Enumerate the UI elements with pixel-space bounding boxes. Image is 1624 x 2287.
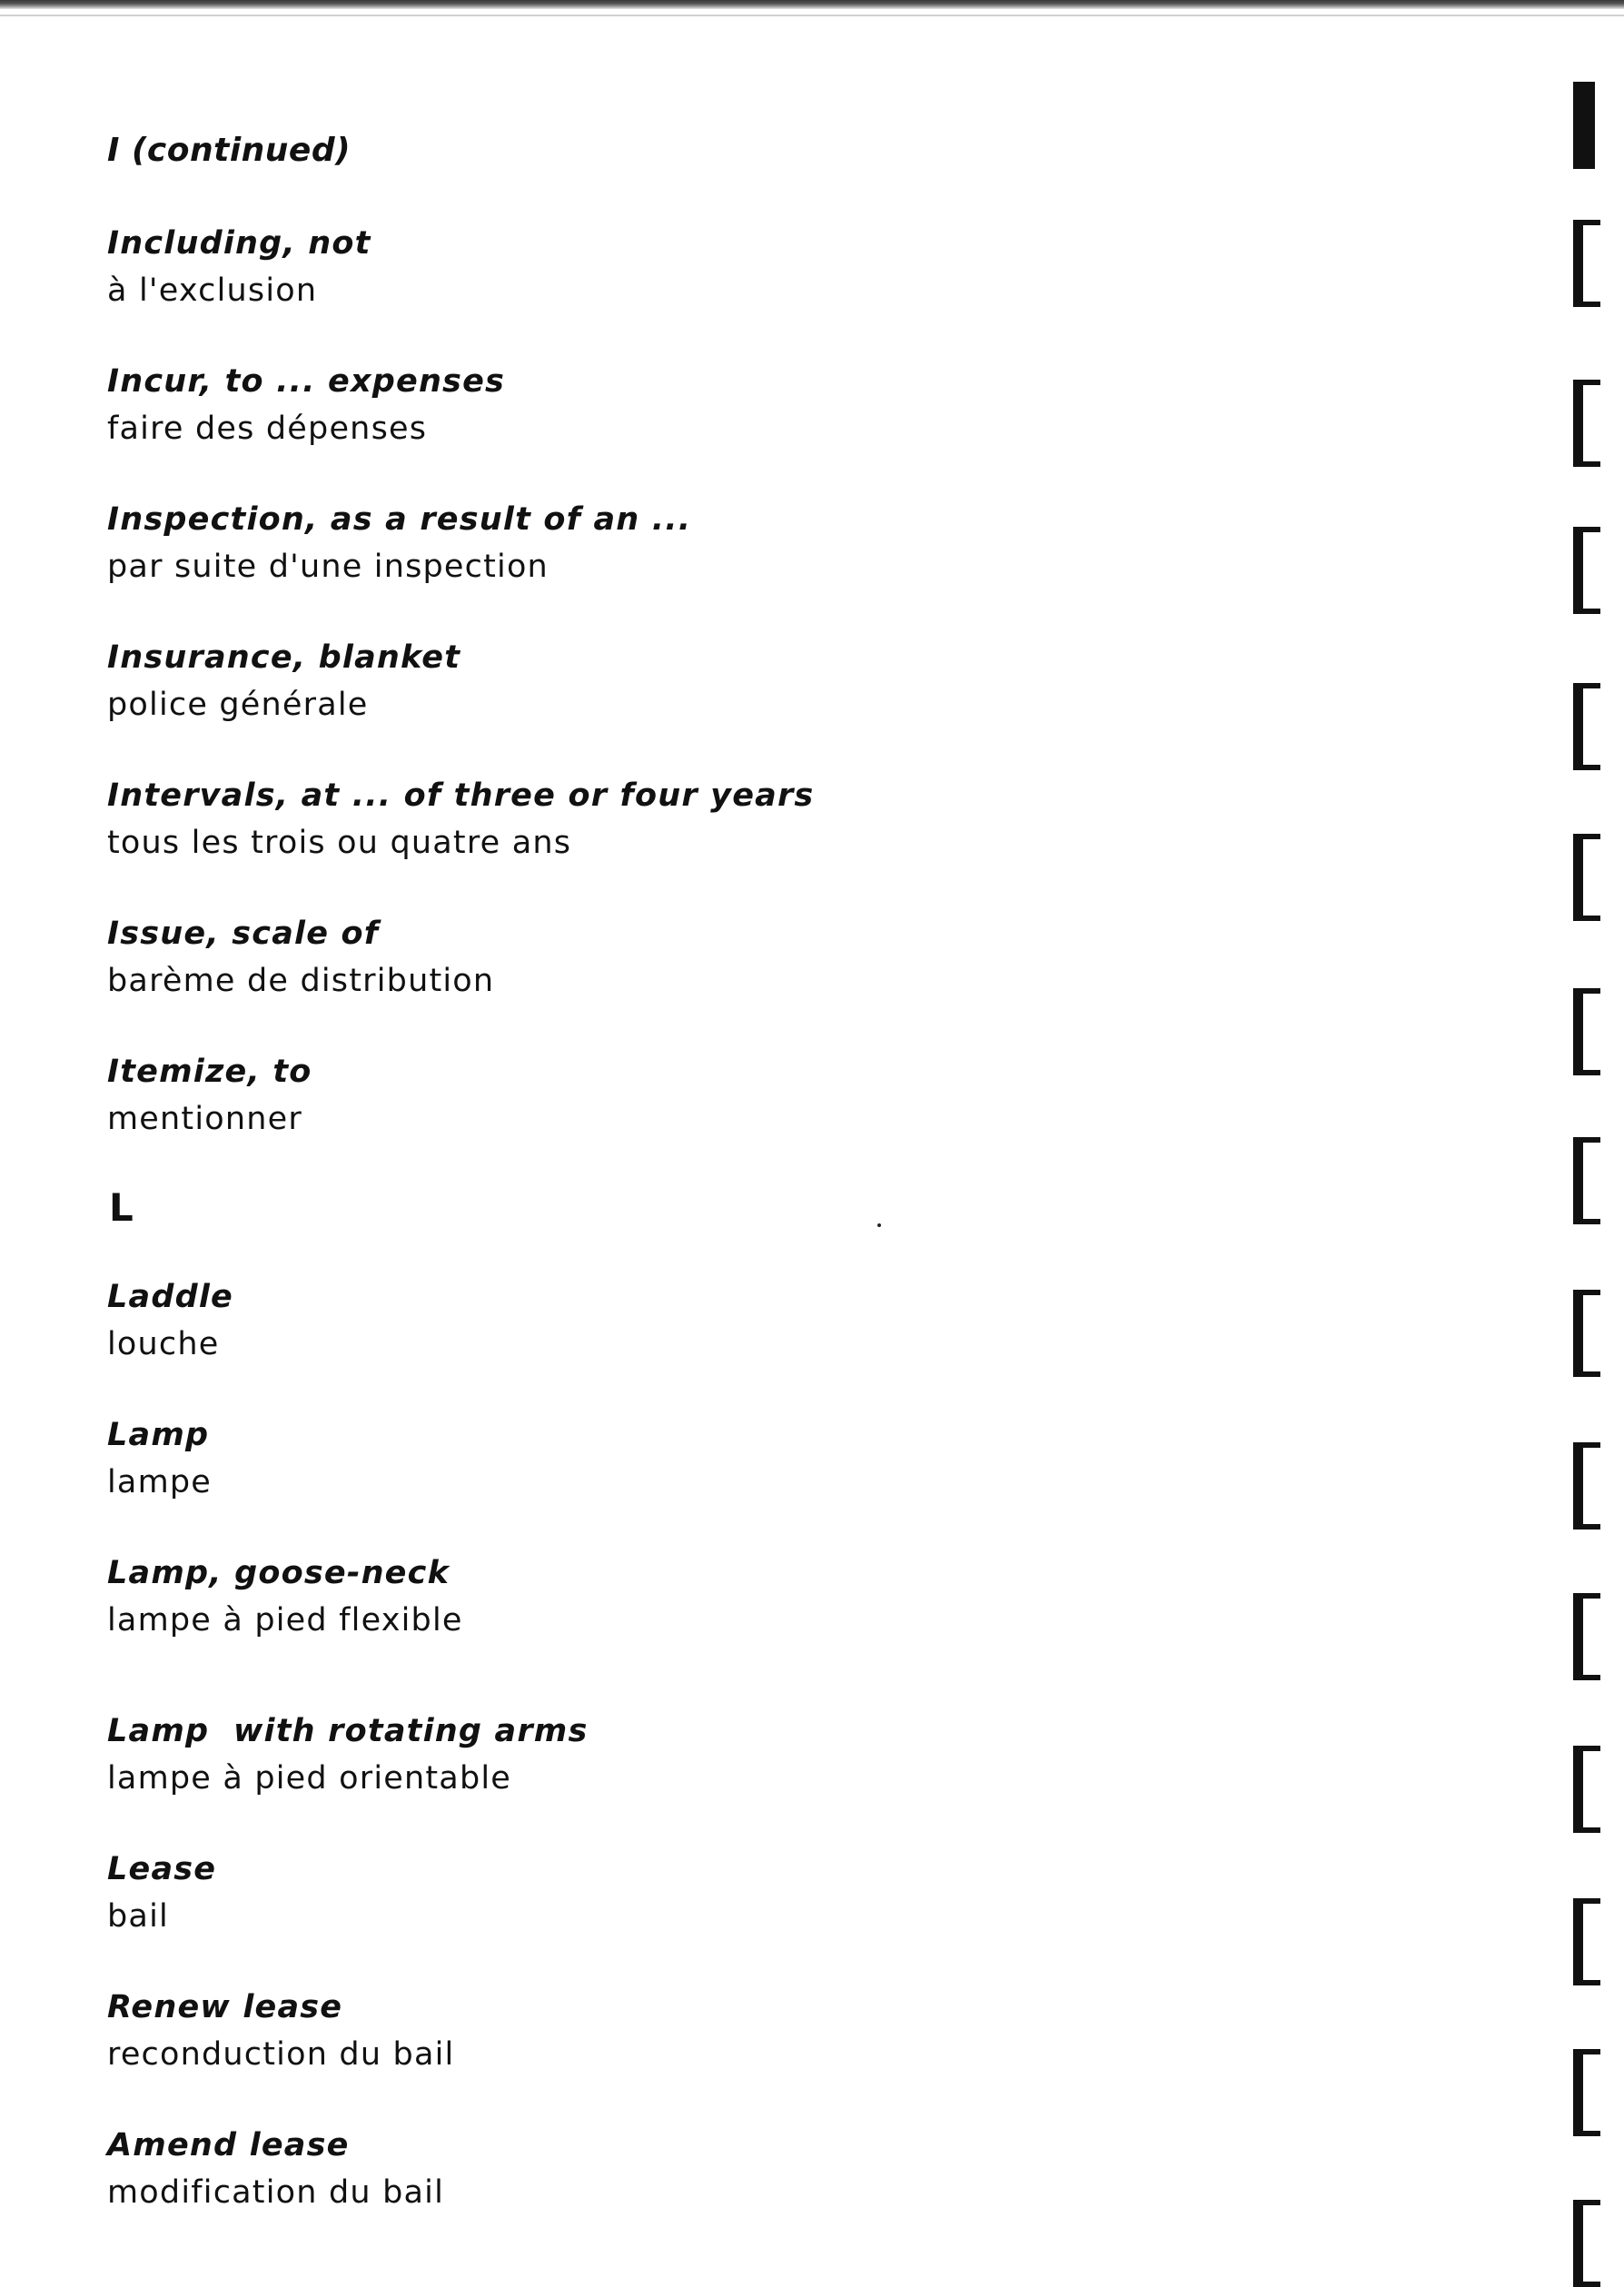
entry-term: Insurance, blanket [107, 639, 461, 676]
binder-ring [1573, 683, 1600, 770]
entry-term: Intervals, at ... of three or four years [107, 777, 815, 814]
binder-ring [1573, 1746, 1600, 1833]
glossary-entry [107, 1984, 1470, 2078]
entry-translation: reconduction du bail [107, 2036, 455, 2073]
entry-term: Incur, to ... expenses [107, 363, 506, 400]
glossary-entry [107, 358, 1470, 452]
glossary-entry [107, 910, 1470, 1005]
entry-translation: par suite d'une inspection [107, 549, 549, 585]
entry-term: Inspection, as a result of an ... [107, 501, 692, 538]
top-scan-line [0, 15, 1624, 16]
entry-translation: louche [107, 1326, 220, 1362]
glossary-entry [107, 2122, 1470, 2216]
binder-ring [1573, 1898, 1600, 1985]
binder-ring [1573, 1593, 1600, 1680]
entry-translation: modification du bail [107, 2174, 444, 2211]
entries-section-l [107, 1273, 1470, 2216]
glossary-entry [107, 1846, 1470, 1940]
binder-ring [1573, 220, 1600, 307]
entry-term: Lamp with rotating arms [107, 1713, 589, 1749]
glossary-entry [107, 634, 1470, 728]
entry-term: Lamp, goose-neck [107, 1555, 451, 1591]
glossary-entry [107, 220, 1470, 314]
binder-ring [1573, 380, 1600, 467]
entry-translation: lampe à pied orientable [107, 1760, 512, 1797]
binder-ring [1573, 2200, 1600, 2287]
binder-rings [1564, 73, 1624, 2284]
binder-ring [1573, 1442, 1600, 1530]
entry-term: Itemize, to [107, 1054, 312, 1090]
entry-translation: lampe à pied flexible [107, 1602, 463, 1639]
glossary-entry [107, 1708, 1470, 1802]
entry-translation: bail [107, 1898, 169, 1935]
binder-ring [1573, 82, 1600, 169]
entry-term: Laddle [107, 1279, 233, 1315]
entries-section-i [107, 220, 1470, 1143]
entry-translation: à l'exclusion [107, 272, 318, 309]
binder-ring [1573, 2049, 1600, 2136]
entry-term: Issue, scale of [107, 916, 380, 952]
entry-term: Amend lease [107, 2127, 350, 2163]
entry-term: Renew lease [107, 1989, 343, 2025]
entry-term: Lamp [107, 1417, 210, 1453]
glossary-entry [107, 1048, 1470, 1143]
binder-ring [1573, 527, 1600, 614]
glossary-entry [107, 1273, 1470, 1368]
scan-speck [877, 1223, 881, 1227]
section-letter-l: L [109, 1185, 134, 1230]
glossary-page [107, 125, 1470, 2260]
entry-term: Lease [107, 1851, 217, 1887]
heading-continued: (continued) [131, 132, 352, 169]
entry-translation: police générale [107, 687, 369, 723]
entry-translation: barème de distribution [107, 963, 495, 999]
binder-ring [1573, 1137, 1600, 1224]
glossary-entry [107, 1411, 1470, 1506]
binder-ring [1573, 1290, 1600, 1377]
entry-translation: mentionner [107, 1101, 302, 1137]
heading-letter: I [107, 132, 120, 169]
binder-ring [1573, 988, 1600, 1075]
glossary-entry [107, 496, 1470, 590]
entry-translation: tous les trois ou quatre ans [107, 825, 572, 861]
entry-translation: faire des dépenses [107, 411, 428, 447]
entry-term: Including, not [107, 225, 371, 262]
glossary-entry [107, 1549, 1470, 1644]
page-letter-heading [107, 125, 1470, 176]
binder-ring [1573, 834, 1600, 921]
entry-translation: lampe [107, 1464, 213, 1500]
glossary-entry [107, 772, 1470, 866]
top-scan-edge [0, 0, 1624, 9]
